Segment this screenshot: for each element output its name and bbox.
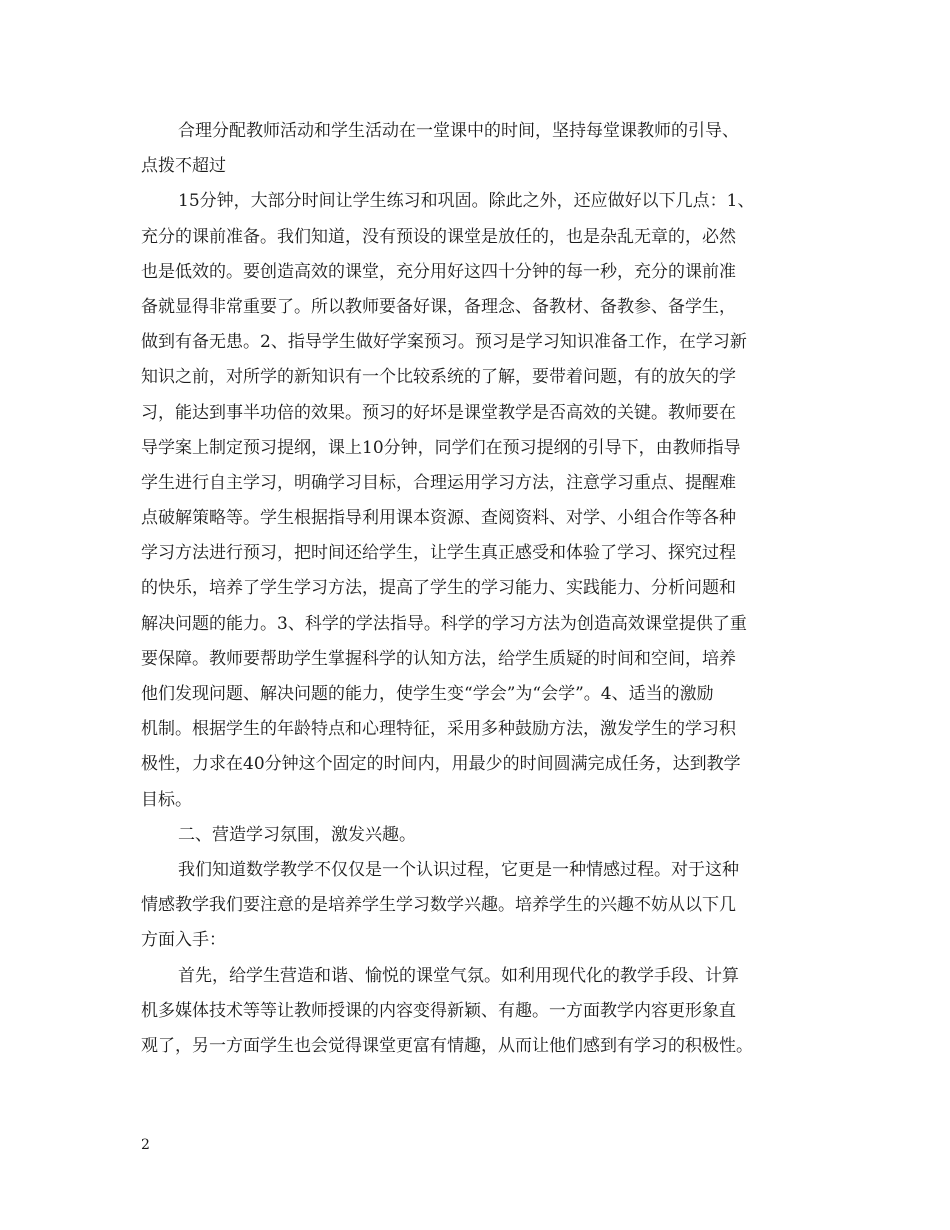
text-line: 极性，力求在40分钟这个固定的时间内，用最少的时间圆满完成任务，达到教学: [141, 754, 741, 775]
text-line: 情感教学我们要注意的是培养学生学习数学兴趣。培养学生的兴趣不妨从以下几: [141, 895, 736, 916]
text-line: 导学案上制定预习提纲，课上10分钟，同学们在预习提纲的引导下，由教师指导: [141, 437, 741, 458]
text-line: 点拨不超过: [141, 156, 226, 177]
text-line: 备就显得非常重要了。所以教师要备好课，备理念、备教材、备教参、备学生，: [141, 296, 736, 317]
text-line: 学习方法进行预习，把时间还给学生，让学生真正感受和体验了学习、探究过程: [141, 543, 736, 564]
text-line: 知识之前，对所学的新知识有一个比较系统的了解，要带着问题，有的放矢的学: [141, 367, 736, 388]
text-line: 充分的课前准备。我们知道，没有预设的课堂是放任的，也是杂乱无章的，必然: [141, 226, 736, 247]
text-line: 我们知道数学教学不仅仅是一个认识过程，它更是一种情感过程。对于这种: [178, 859, 739, 880]
text-line: 也是低效的。要创造高效的课堂，充分用好这四十分钟的每一秒，充分的课前准: [141, 261, 736, 282]
text-line: 要保障。教师要帮助学生掌握科学的认知方法，给学生质疑的时间和空间，培养: [141, 648, 736, 669]
text-line: 做到有备无患。2、指导学生做好学案预习。预习是学习知识准备工作，在学习新: [141, 332, 747, 353]
text-line: 二、营造学习氛围，激发兴趣。: [178, 824, 416, 845]
text-line: 习，能达到事半功倍的效果。预习的好坏是课堂教学是否高效的关键。教师要在: [141, 402, 736, 423]
text-line: 学生进行自主学习，明确学习目标，合理运用学习方法，注意学习重点、提醒难: [141, 472, 736, 493]
text-line: 目标。: [141, 789, 192, 810]
text-line: 首先，给学生营造和谐、愉悦的课堂气氛。如利用现代化的教学手段、计算: [178, 965, 739, 986]
text-line: 他们发现问题、解决问题的能力，使学生变“学会”为“会学”。4、适当的激励: [141, 684, 714, 704]
body-text: [141, 114, 827, 1064]
text-line: 15分钟，大部分时间让学生练习和巩固。除此之外，还应做好以下几点：1、: [178, 191, 755, 212]
text-line: 机多媒体技术等等让教师授课的内容变得新颖、有趣。一方面教学内容更形象直: [141, 1000, 736, 1021]
page-number: 2: [141, 1137, 150, 1153]
text-line: 合理分配教师活动和学生活动在一堂课中的时间，坚持每堂课教师的引导、: [178, 121, 739, 141]
text-line: 的快乐，培养了学生学习方法，提高了学生的学习能力、实践能力、分析问题和: [141, 578, 736, 599]
text-line: 观了，另一方面学生也会觉得课堂更富有情趣，从而让他们感到有学习的积极性。: [141, 1035, 753, 1056]
text-line: 点破解策略等。学生根据指导利用课本资源、查阅资料、对学、小组合作等各种: [141, 508, 736, 529]
text-line: 解决问题的能力。3、科学的学法指导。科学的学习方法为创造高效课堂提供了重: [141, 613, 747, 634]
text-line: 方面入手：: [141, 930, 226, 951]
text-line: 机制。根据学生的年龄特点和心理特征，采用多种鼓励方法，激发学生的学习积: [141, 719, 736, 740]
